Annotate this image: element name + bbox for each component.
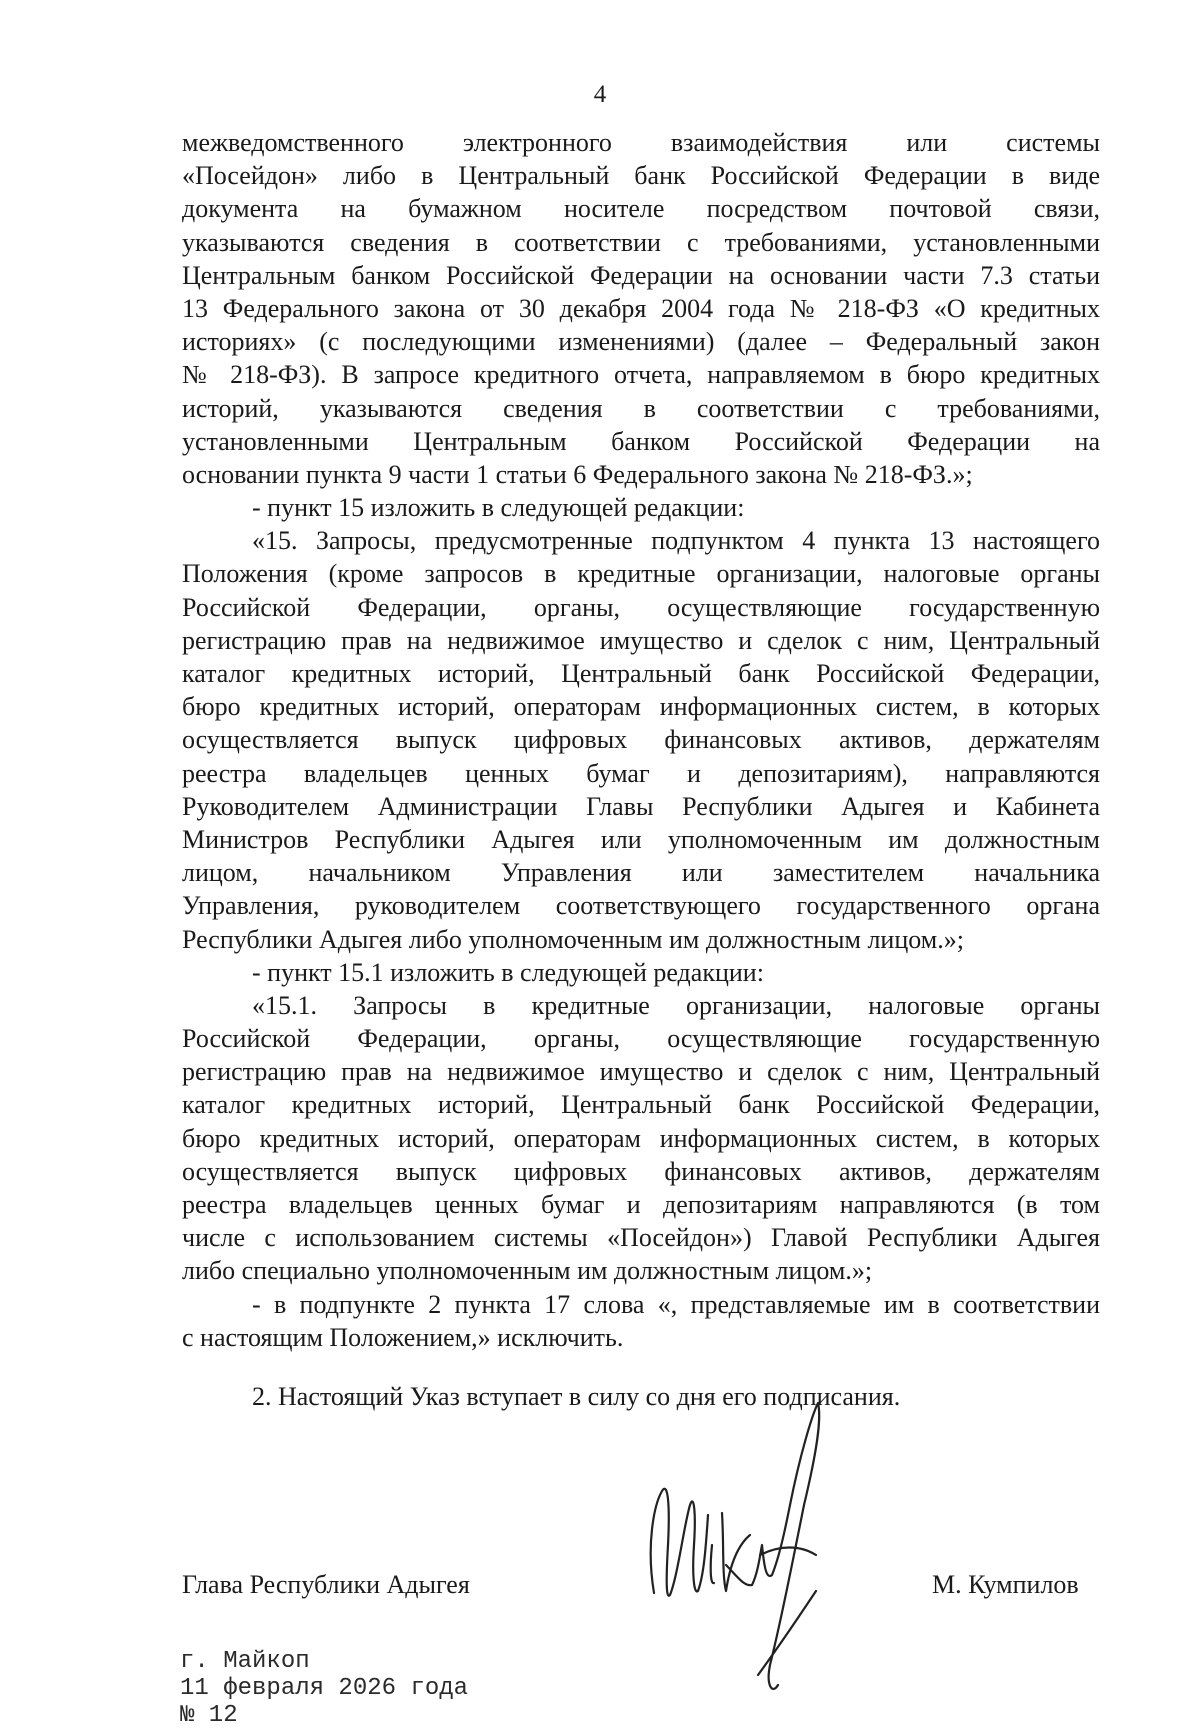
text-line: реестра владельцев ценных бумаг и депозитариям направляются (в том <box>182 1190 1100 1219</box>
amendment-intro-line: - пункт 15 изложить в следующей редакции: <box>252 493 745 523</box>
text-line: Управления, руководителем соответствующего государственного органа <box>182 891 1100 921</box>
amendment-intro-line: - пункт 15.1 изложить в следующей редакции: <box>252 957 764 987</box>
decree-body-text <box>182 126 1100 1354</box>
text-line: 13 Федерального закона от 30 декабря 2004 года № 218-ФЗ «О кредитных <box>182 293 1100 323</box>
text-line: «15. Запросы, предусмотренные подпунктом 4 пункта 13 настоящего <box>252 526 1100 556</box>
signatory-name: М. Кумпилов <box>932 1570 1079 1599</box>
registration-stamp <box>180 1648 468 1729</box>
text-line: историй, указываются сведения в соответствии с требованиями, <box>182 393 1100 423</box>
text-line: «15.1. Запросы в кредитные организации, налоговые органы <box>252 990 1100 1020</box>
text-line: осуществляется выпуск цифровых финансовых активов, держателям <box>182 1156 1100 1186</box>
text-line: установленными Центральным банком Российской Федерации на <box>182 426 1100 456</box>
text-line: № 218-ФЗ). В запросе кредитного отчета, направляемом в бюро кредитных <box>182 360 1100 390</box>
text-line: историях» (с последующими изменениями) (далее – Федеральный закон <box>182 327 1100 357</box>
text-line: Положения (кроме запросов в кредитные организации, налоговые органы <box>182 559 1100 589</box>
stamp-city: г. Майкоп <box>180 1648 310 1675</box>
text-line: регистрацию прав на недвижимое имущество и сделок с ним, Центральный <box>182 1057 1100 1087</box>
text-line: «Посейдон» либо в Центральный банк Российской Федерации в виде <box>182 161 1100 191</box>
page-number: 4 <box>593 81 607 108</box>
text-line: бюро кредитных историй, операторам информационных систем, в которых <box>182 1123 1100 1153</box>
text-line: реестра владельцев ценных бумаг и депозитариям), направляются <box>182 758 1100 788</box>
handwritten-signature <box>640 1395 870 1711</box>
text-line: осуществляется выпуск цифровых финансовых активов, держателям <box>182 725 1100 755</box>
text-line: либо специально уполномоченным им должностным лицом.»; <box>182 1256 873 1286</box>
text-line: лицом, начальником Управления или заместителем начальника <box>182 858 1100 888</box>
text-line: - в подпункте 2 пункта 17 слова «, представляемые им в соответствии <box>252 1289 1100 1319</box>
text-line: Республики Адыгея либо уполномоченным им должностным лицом.»; <box>182 924 964 954</box>
text-line: документа на бумажном носителе посредством почтовой связи, <box>182 194 1100 224</box>
text-line: с настоящим Положением,» исключить. <box>182 1322 624 1352</box>
text-line: Российской Федерации, органы, осуществляющие государственную <box>182 592 1100 622</box>
text-line: Российской Федерации, органы, осуществляющие государственную <box>182 1024 1100 1054</box>
text-line: Центральным банком Российской Федерации на основании части 7.3 статьи <box>182 260 1100 290</box>
text-line: Министров Республики Адыгея или уполномоченным им должностным <box>182 824 1100 854</box>
text-line: Руководителем Администрации Главы Республики Адыгея и Кабинета <box>182 791 1100 821</box>
text-line: бюро кредитных историй, операторам информационных систем, в которых <box>182 692 1100 722</box>
text-line: числе с использованием системы «Посейдон») Главой Республики Адыгея <box>182 1223 1100 1253</box>
effective-date-clause: 2. Настоящий Указ вступает в силу со дня его подписания. <box>252 1382 901 1411</box>
text-line: регистрацию прав на недвижимое имущество и сделок с ним, Центральный <box>182 625 1100 655</box>
text-line: основании пункта 9 части 1 статьи 6 Федерального закона № 218-ФЗ.»; <box>182 459 973 489</box>
stamp-date: 11 февраля 2026 года <box>180 1675 469 1702</box>
stamp-number: № 12 <box>180 1702 238 1729</box>
text-line: указываются сведения в соответствии с требованиями, установленными <box>182 227 1100 257</box>
text-line: каталог кредитных историй, Центральный банк Российской Федерации, <box>182 659 1100 688</box>
text-line: каталог кредитных историй, Центральный банк Российской Федерации, <box>182 1090 1100 1120</box>
text-line: межведомственного электронного взаимодействия или системы <box>182 128 1100 157</box>
signatory-title: Глава Республики Адыгея <box>182 1570 470 1599</box>
